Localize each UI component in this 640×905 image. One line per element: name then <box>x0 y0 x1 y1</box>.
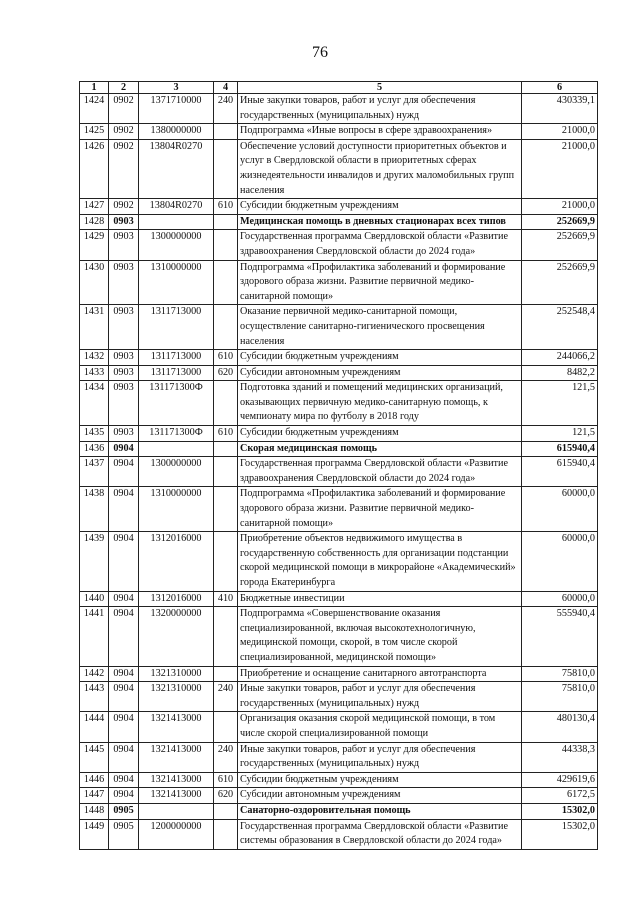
expense-type-code-cell <box>214 532 238 591</box>
row-number-cell: 1426 <box>80 139 109 198</box>
expense-type-code-cell: 410 <box>214 591 238 607</box>
table-row <box>80 788 598 804</box>
target-article-code-cell: 1310000000 <box>139 487 214 532</box>
table-row <box>80 381 598 426</box>
table-row <box>80 682 598 712</box>
expense-type-code-cell <box>214 607 238 666</box>
amount-cell: 75810,0 <box>522 666 598 682</box>
amount-cell: 21000,0 <box>522 199 598 215</box>
row-number-cell: 1447 <box>80 788 109 804</box>
row-number-cell: 1425 <box>80 124 109 140</box>
description-cell: Подпрограмма «Иные вопросы в сфере здравоохранения» <box>238 124 522 140</box>
table-row <box>80 591 598 607</box>
table-body <box>80 94 598 850</box>
description-cell: Иные закупки товаров, работ и услуг для обеспечения государственных (муниципальных) нужд <box>238 742 522 772</box>
target-article-code-cell: 131171300Ф <box>139 381 214 426</box>
table-row <box>80 666 598 682</box>
description-cell: Приобретение объектов недвижимого имущества в государственную собственность для организации подстанции скорой медицинской помощи в микрорайоне «Академический» города Екатеринбурга <box>238 532 522 591</box>
description-cell: Бюджетные инвестиции <box>238 591 522 607</box>
expense-type-code-cell: 610 <box>214 426 238 442</box>
row-number-cell: 1444 <box>80 712 109 742</box>
target-article-code-cell <box>139 214 214 230</box>
amount-cell: 60000,0 <box>522 532 598 591</box>
row-number-cell: 1431 <box>80 305 109 350</box>
target-article-code-cell: 1200000000 <box>139 819 214 849</box>
amount-cell: 252669,9 <box>522 260 598 305</box>
target-article-code-cell: 1371710000 <box>139 94 214 124</box>
description-cell: Обеспечение условий доступности приоритетных объектов и услуг в Свердловской области в приоритетных сферах жизнедеятельности инвалидов и других маломобильных групп населения <box>238 139 522 198</box>
target-article-code-cell: 1311713000 <box>139 305 214 350</box>
section-code-cell: 0902 <box>109 139 139 198</box>
table-row <box>80 305 598 350</box>
expense-type-code-cell: 240 <box>214 742 238 772</box>
expense-type-code-cell: 610 <box>214 199 238 215</box>
target-article-code-cell: 1312016000 <box>139 532 214 591</box>
amount-cell: 44338,3 <box>522 742 598 772</box>
target-article-code-cell <box>139 803 214 819</box>
amount-cell: 429619,6 <box>522 772 598 788</box>
target-article-code-cell: 131171300Ф <box>139 426 214 442</box>
expense-type-code-cell <box>214 260 238 305</box>
amount-cell: 60000,0 <box>522 591 598 607</box>
target-article-code-cell: 1321413000 <box>139 712 214 742</box>
section-code-cell: 0902 <box>109 124 139 140</box>
table-row <box>80 94 598 124</box>
description-cell: Организация оказания скорой медицинской помощи, в том числе скорой специализированной помощи <box>238 712 522 742</box>
row-number-cell: 1445 <box>80 742 109 772</box>
description-cell: Оказание первичной медико-санитарной помощи, осуществление санитарно-гигиенического просвещения населения <box>238 305 522 350</box>
row-number-cell: 1439 <box>80 532 109 591</box>
table-row <box>80 365 598 381</box>
section-code-cell: 0903 <box>109 260 139 305</box>
description-cell: Субсидии бюджетным учреждениям <box>238 772 522 788</box>
description-cell: Санаторно-оздоровительная помощь <box>238 803 522 819</box>
section-code-cell: 0904 <box>109 666 139 682</box>
row-number-cell: 1427 <box>80 199 109 215</box>
section-code-cell: 0904 <box>109 682 139 712</box>
section-code-cell: 0903 <box>109 365 139 381</box>
description-cell: Государственная программа Свердловской области «Развитие системы образования в Свердловской области до 2024 года» <box>238 819 522 849</box>
amount-cell: 244066,2 <box>522 350 598 366</box>
section-code-cell: 0905 <box>109 819 139 849</box>
row-number-cell: 1446 <box>80 772 109 788</box>
description-cell: Государственная программа Свердловской области «Развитие здравоохранения Свердловской области до 2024 года» <box>238 230 522 260</box>
target-article-code-cell: 1300000000 <box>139 230 214 260</box>
expense-type-code-cell <box>214 214 238 230</box>
description-cell: Субсидии бюджетным учреждениям <box>238 199 522 215</box>
section-code-cell: 0902 <box>109 199 139 215</box>
header-cell-section-code: 2 <box>109 82 139 94</box>
target-article-code-cell: 1321413000 <box>139 772 214 788</box>
row-number-cell: 1441 <box>80 607 109 666</box>
description-cell: Подготовка зданий и помещений медицинских организаций, оказывающих первичную медико-санитарную помощь, к чемпионату мира по футболу в 2018 году <box>238 381 522 426</box>
expense-type-code-cell <box>214 666 238 682</box>
target-article-code-cell: 1300000000 <box>139 457 214 487</box>
expense-type-code-cell <box>214 305 238 350</box>
description-cell: Подпрограмма «Совершенствование оказания специализированной, включая высокотехнологичную, медицинской помощи, скорой, в том числе скорой специализированной, медицинской помощи» <box>238 607 522 666</box>
amount-cell: 121,5 <box>522 426 598 442</box>
row-number-cell: 1438 <box>80 487 109 532</box>
amount-cell: 21000,0 <box>522 139 598 198</box>
target-article-code-cell: 1321310000 <box>139 666 214 682</box>
expense-type-code-cell <box>214 803 238 819</box>
target-article-code-cell: 13804R0270 <box>139 139 214 198</box>
table-row <box>80 139 598 198</box>
amount-cell: 555940,4 <box>522 607 598 666</box>
section-code-cell: 0903 <box>109 350 139 366</box>
budget-table <box>79 81 598 850</box>
row-number-cell: 1449 <box>80 819 109 849</box>
row-number-cell: 1435 <box>80 426 109 442</box>
description-cell: Приобретение и оснащение санитарного автотранспорта <box>238 666 522 682</box>
description-cell: Скорая медицинская помощь <box>238 441 522 457</box>
amount-cell: 430339,1 <box>522 94 598 124</box>
target-article-code-cell: 1321413000 <box>139 788 214 804</box>
header-cell-target-article: 3 <box>139 82 214 94</box>
expense-type-code-cell <box>214 441 238 457</box>
table-row <box>80 350 598 366</box>
table-row <box>80 803 598 819</box>
header-cell-description: 5 <box>238 82 522 94</box>
section-code-cell: 0904 <box>109 487 139 532</box>
section-code-cell: 0903 <box>109 214 139 230</box>
row-number-cell: 1437 <box>80 457 109 487</box>
amount-cell: 6172,5 <box>522 788 598 804</box>
target-article-code-cell: 1321413000 <box>139 742 214 772</box>
section-code-cell: 0903 <box>109 230 139 260</box>
section-code-cell: 0904 <box>109 772 139 788</box>
header-cell-row-number: 1 <box>80 82 109 94</box>
row-number-cell: 1448 <box>80 803 109 819</box>
table-row <box>80 230 598 260</box>
table-row <box>80 712 598 742</box>
table-row <box>80 441 598 457</box>
table-row <box>80 124 598 140</box>
amount-cell: 15302,0 <box>522 819 598 849</box>
row-number-cell: 1434 <box>80 381 109 426</box>
amount-cell: 15302,0 <box>522 803 598 819</box>
description-cell: Субсидии бюджетным учреждениям <box>238 426 522 442</box>
table-row <box>80 260 598 305</box>
amount-cell: 252669,9 <box>522 214 598 230</box>
description-cell: Субсидии автономным учреждениям <box>238 365 522 381</box>
table-row <box>80 532 598 591</box>
amount-cell: 75810,0 <box>522 682 598 712</box>
row-number-cell: 1436 <box>80 441 109 457</box>
amount-cell: 480130,4 <box>522 712 598 742</box>
amount-cell: 252669,9 <box>522 230 598 260</box>
description-cell: Государственная программа Свердловской области «Развитие здравоохранения Свердловской области до 2024 года» <box>238 457 522 487</box>
expense-type-code-cell: 620 <box>214 365 238 381</box>
table-row <box>80 742 598 772</box>
expense-type-code-cell: 610 <box>214 350 238 366</box>
section-code-cell: 0903 <box>109 426 139 442</box>
description-cell: Субсидии автономным учреждениям <box>238 788 522 804</box>
target-article-code-cell: 1380000000 <box>139 124 214 140</box>
table-row <box>80 426 598 442</box>
section-code-cell: 0904 <box>109 607 139 666</box>
expense-type-code-cell <box>214 230 238 260</box>
target-article-code-cell <box>139 441 214 457</box>
expense-type-code-cell <box>214 124 238 140</box>
expense-type-code-cell <box>214 487 238 532</box>
target-article-code-cell: 1311713000 <box>139 365 214 381</box>
expense-type-code-cell: 240 <box>214 682 238 712</box>
expense-type-code-cell <box>214 139 238 198</box>
table-row <box>80 214 598 230</box>
table-row <box>80 607 598 666</box>
amount-cell: 121,5 <box>522 381 598 426</box>
row-number-cell: 1440 <box>80 591 109 607</box>
section-code-cell: 0903 <box>109 381 139 426</box>
row-number-cell: 1428 <box>80 214 109 230</box>
description-cell: Субсидии бюджетным учреждениям <box>238 350 522 366</box>
amount-cell: 615940,4 <box>522 457 598 487</box>
amount-cell: 60000,0 <box>522 487 598 532</box>
row-number-cell: 1433 <box>80 365 109 381</box>
section-code-cell: 0905 <box>109 803 139 819</box>
section-code-cell: 0904 <box>109 742 139 772</box>
description-cell: Иные закупки товаров, работ и услуг для обеспечения государственных (муниципальных) нужд <box>238 682 522 712</box>
table-row <box>80 457 598 487</box>
expense-type-code-cell <box>214 457 238 487</box>
amount-cell: 615940,4 <box>522 441 598 457</box>
description-cell: Подпрограмма «Профилактика заболеваний и формирование здорового образа жизни. Развитие первичной медико-санитарной помощи» <box>238 260 522 305</box>
description-cell: Медицинская помощь в дневных стационарах всех типов <box>238 214 522 230</box>
section-code-cell: 0902 <box>109 94 139 124</box>
row-number-cell: 1429 <box>80 230 109 260</box>
amount-cell: 252548,4 <box>522 305 598 350</box>
table-row <box>80 199 598 215</box>
section-code-cell: 0904 <box>109 532 139 591</box>
expense-type-code-cell <box>214 381 238 426</box>
row-number-cell: 1442 <box>80 666 109 682</box>
expense-type-code-cell <box>214 819 238 849</box>
amount-cell: 8482,2 <box>522 365 598 381</box>
target-article-code-cell: 1310000000 <box>139 260 214 305</box>
row-number-cell: 1432 <box>80 350 109 366</box>
description-cell: Подпрограмма «Профилактика заболеваний и формирование здорового образа жизни. Развитие первичной медико-санитарной помощи» <box>238 487 522 532</box>
target-article-code-cell: 1311713000 <box>139 350 214 366</box>
expense-type-code-cell <box>214 712 238 742</box>
table-row <box>80 819 598 849</box>
target-article-code-cell: 1320000000 <box>139 607 214 666</box>
section-code-cell: 0903 <box>109 305 139 350</box>
header-cell-amount: 6 <box>522 82 598 94</box>
row-number-cell: 1443 <box>80 682 109 712</box>
expense-type-code-cell: 610 <box>214 772 238 788</box>
section-code-cell: 0904 <box>109 788 139 804</box>
table-header-row <box>80 82 598 94</box>
section-code-cell: 0904 <box>109 591 139 607</box>
target-article-code-cell: 13804R0270 <box>139 199 214 215</box>
row-number-cell: 1430 <box>80 260 109 305</box>
description-cell: Иные закупки товаров, работ и услуг для обеспечения государственных (муниципальных) нужд <box>238 94 522 124</box>
amount-cell: 21000,0 <box>522 124 598 140</box>
expense-type-code-cell: 620 <box>214 788 238 804</box>
target-article-code-cell: 1321310000 <box>139 682 214 712</box>
section-code-cell: 0904 <box>109 712 139 742</box>
target-article-code-cell: 1312016000 <box>139 591 214 607</box>
expense-type-code-cell: 240 <box>214 94 238 124</box>
section-code-cell: 0904 <box>109 457 139 487</box>
header-cell-expense-type: 4 <box>214 82 238 94</box>
table-row <box>80 487 598 532</box>
page-number: 76 <box>312 44 328 61</box>
row-number-cell: 1424 <box>80 94 109 124</box>
section-code-cell: 0904 <box>109 441 139 457</box>
table-row <box>80 772 598 788</box>
